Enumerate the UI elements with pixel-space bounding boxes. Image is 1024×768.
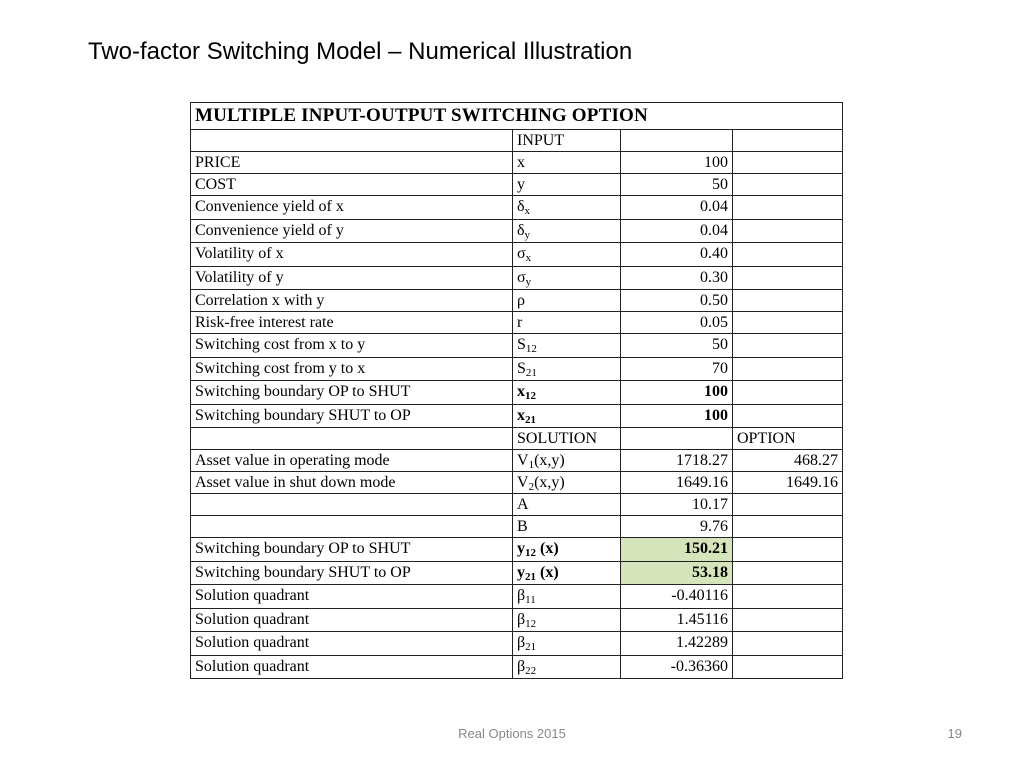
empty-cell — [733, 585, 843, 609]
row-symbol: B — [513, 516, 621, 538]
empty-cell — [191, 130, 513, 152]
empty-cell — [733, 312, 843, 334]
row-value: -0.40116 — [621, 585, 733, 609]
row-label: Solution quadrant — [191, 632, 513, 656]
row-symbol: A — [513, 494, 621, 516]
empty-cell — [621, 130, 733, 152]
row-symbol: $\beta_{22}$ — [513, 655, 621, 679]
empty-cell — [733, 130, 843, 152]
row-symbol: $\sigma_y$ — [513, 266, 621, 290]
row-value: 0.05 — [621, 312, 733, 334]
option-value: 468.27 — [733, 450, 843, 472]
option-value: 1649.16 — [733, 472, 843, 494]
row-label: Convenience yield of x — [191, 196, 513, 220]
highlighted-value: 150.21 — [621, 538, 733, 562]
footer-text: Real Options 2015 — [458, 726, 566, 741]
empty-cell — [733, 334, 843, 358]
row-label: Convenience yield of y — [191, 219, 513, 243]
row-value: 10.17 — [621, 494, 733, 516]
row-label: Volatility of y — [191, 266, 513, 290]
empty-cell — [733, 152, 843, 174]
row-value: 0.30 — [621, 266, 733, 290]
empty-cell — [733, 290, 843, 312]
table-header: MULTIPLE INPUT-OUTPUT SWITCHING OPTION — [191, 103, 843, 130]
row-value: 1.42289 — [621, 632, 733, 656]
empty-cell — [733, 632, 843, 656]
row-symbol: $S_{12}$ — [513, 334, 621, 358]
row-label: Switching boundary SHUT to OP — [191, 404, 513, 428]
page-number: 19 — [947, 726, 962, 741]
row-label: Asset value in shut down mode — [191, 472, 513, 494]
empty-cell — [191, 494, 513, 516]
row-symbol: ρ — [513, 290, 621, 312]
empty-cell — [733, 494, 843, 516]
row-symbol: $\delta_y$ — [513, 219, 621, 243]
row-symbol: $\beta_{11}$ — [513, 585, 621, 609]
empty-cell — [733, 219, 843, 243]
slide-title: Two-factor Switching Model – Numerical Illustration — [88, 38, 633, 65]
option-label: OPTION — [733, 428, 843, 450]
row-value: 0.40 — [621, 243, 733, 267]
row-label: PRICE — [191, 152, 513, 174]
row-symbol: $\beta_{21}$ — [513, 632, 621, 656]
empty-cell — [733, 561, 843, 585]
empty-cell — [733, 243, 843, 267]
row-label: Volatility of x — [191, 243, 513, 267]
row-label: Switching cost from y to x — [191, 357, 513, 381]
row-symbol: y — [513, 174, 621, 196]
solution-label: SOLUTION — [513, 428, 621, 450]
row-label: Solution quadrant — [191, 608, 513, 632]
row-value: 100 — [621, 404, 733, 428]
row-label: Switching boundary SHUT to OP — [191, 561, 513, 585]
row-symbol: $\delta_x$ — [513, 196, 621, 220]
row-symbol: $V_2(x,y)$ — [513, 472, 621, 494]
row-symbol: $V_1(x,y)$ — [513, 450, 621, 472]
input-label: INPUT — [513, 130, 621, 152]
row-symbol: $\sigma_x$ — [513, 243, 621, 267]
row-value: 100 — [621, 381, 733, 405]
row-symbol: $y_{21}$ (x) — [513, 561, 621, 585]
row-label: Risk-free interest rate — [191, 312, 513, 334]
row-label: Correlation x with y — [191, 290, 513, 312]
row-value: 70 — [621, 357, 733, 381]
row-value: 1649.16 — [621, 472, 733, 494]
row-value: 0.50 — [621, 290, 733, 312]
row-value: 9.76 — [621, 516, 733, 538]
switching-option-table — [190, 102, 843, 679]
empty-cell — [733, 357, 843, 381]
row-value: 50 — [621, 174, 733, 196]
empty-cell — [733, 538, 843, 562]
row-value: 50 — [621, 334, 733, 358]
row-label: Asset value in operating mode — [191, 450, 513, 472]
row-symbol: $S_{21}$ — [513, 357, 621, 381]
empty-cell — [191, 516, 513, 538]
row-label: COST — [191, 174, 513, 196]
empty-cell — [621, 428, 733, 450]
row-label: Switching cost from x to y — [191, 334, 513, 358]
row-label: Solution quadrant — [191, 585, 513, 609]
row-value: -0.36360 — [621, 655, 733, 679]
empty-cell — [733, 655, 843, 679]
row-symbol: $x_{12}$ — [513, 381, 621, 405]
empty-cell — [733, 266, 843, 290]
empty-cell — [733, 516, 843, 538]
empty-cell — [733, 381, 843, 405]
row-symbol: x — [513, 152, 621, 174]
row-value: 1718.27 — [621, 450, 733, 472]
row-label: Switching boundary OP to SHUT — [191, 538, 513, 562]
empty-cell — [733, 196, 843, 220]
highlighted-value: 53.18 — [621, 561, 733, 585]
row-symbol: $y_{12}$ (x) — [513, 538, 621, 562]
row-symbol: $x_{21}$ — [513, 404, 621, 428]
empty-cell — [733, 174, 843, 196]
row-value: 0.04 — [621, 219, 733, 243]
row-value: 0.04 — [621, 196, 733, 220]
empty-cell — [733, 404, 843, 428]
empty-cell — [733, 608, 843, 632]
row-value: 1.45116 — [621, 608, 733, 632]
row-symbol: $\beta_{12}$ — [513, 608, 621, 632]
row-label: Solution quadrant — [191, 655, 513, 679]
row-symbol: r — [513, 312, 621, 334]
empty-cell — [191, 428, 513, 450]
row-label: Switching boundary OP to SHUT — [191, 381, 513, 405]
row-value: 100 — [621, 152, 733, 174]
